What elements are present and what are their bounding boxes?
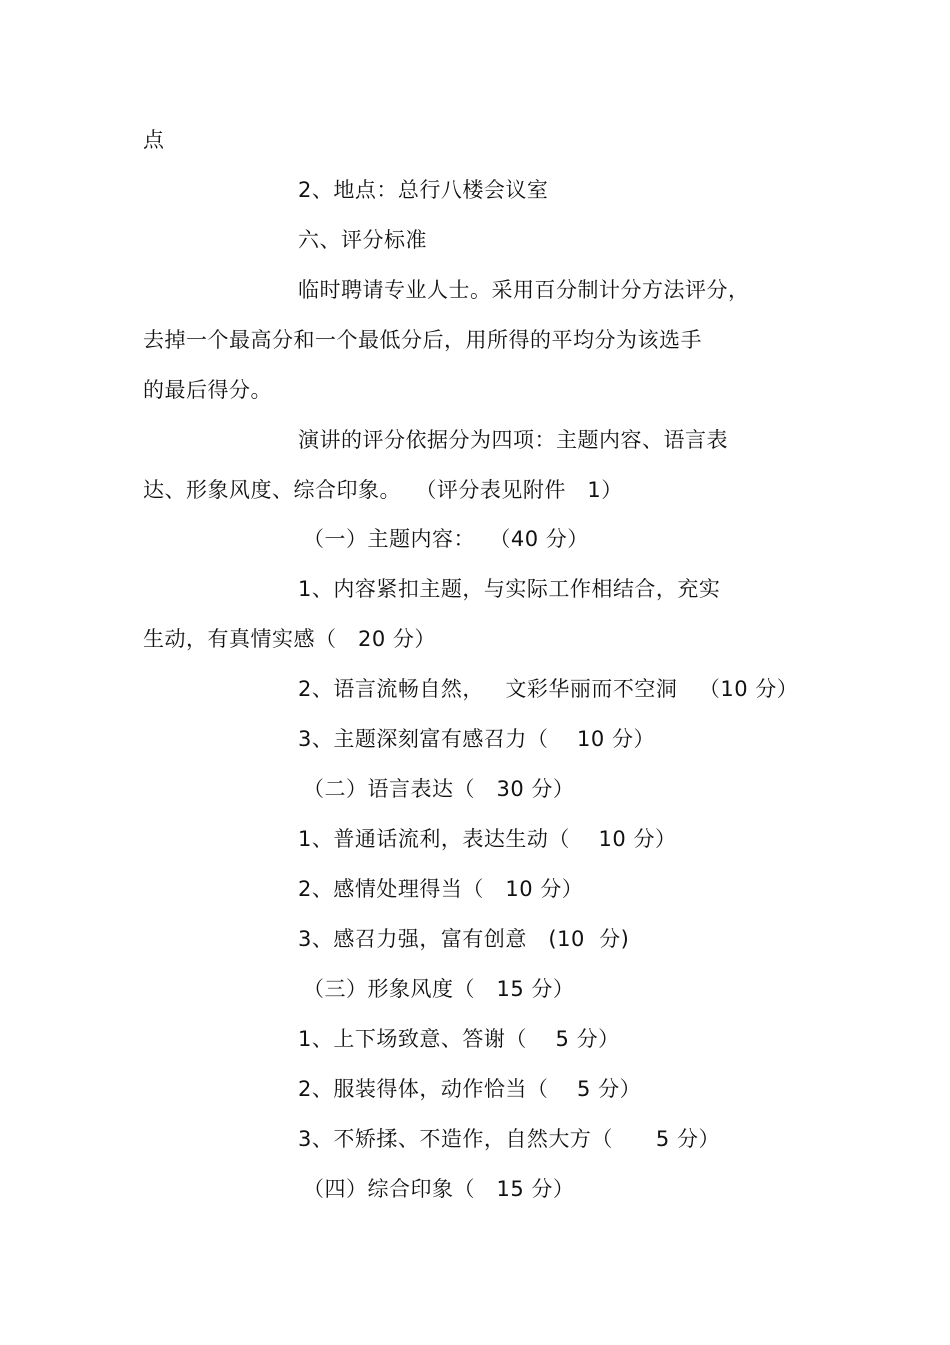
text-line-20: 2、服装得体，动作恰当（ 5 分） [298, 1077, 642, 1101]
text-line-12: 2、语言流畅自然， 文彩华丽而不空洞 （10 分） [298, 677, 799, 701]
text-line-7: 演讲的评分依据分为四项：主题内容、语言表 [298, 428, 728, 452]
text-line-19: 1、上下场致意、答谢（ 5 分） [298, 1027, 620, 1051]
text-line-16: 2、感情处理得当（ 10 分） [298, 877, 584, 901]
subheading-image: （三）形象风度（ 15 分） [303, 977, 575, 1001]
text-line-17: 3、感召力强，富有创意 (10 分) [298, 927, 630, 951]
text-line-1: 点 [143, 128, 165, 152]
text-line-15: 1、普通话流利，表达生动（ 10 分） [298, 827, 677, 851]
subheading-theme: （一）主题内容： （40 分） [303, 527, 589, 551]
text-line-5: 去掉一个最高分和一个最低分后，用所得的平均分为该选手 [143, 328, 702, 352]
text-line-2: 2、地点：总行八楼会议室 [298, 178, 549, 202]
text-line-4: 临时聘请专业人士。采用百分制计分方法评分， [298, 278, 750, 302]
text-line-10: 1、内容紧扣主题，与实际工作相结合，充实 [298, 577, 721, 601]
subheading-impression: （四）综合印象（ 15 分） [303, 1177, 575, 1201]
text-line-8: 达、形象风度、综合印象。 （评分表见附件 1） [143, 478, 623, 502]
text-line-6: 的最后得分。 [143, 378, 272, 402]
subheading-language: （二）语言表达（ 30 分） [303, 777, 575, 801]
text-line-13: 3、主题深刻富有感召力（ 10 分） [298, 727, 655, 751]
text-line-21: 3、不矫揉、不造作，自然大方（ 5 分） [298, 1127, 720, 1151]
section-heading-scoring: 六、评分标准 [298, 228, 427, 252]
text-line-11: 生动，有真情实感（ 20 分） [143, 627, 436, 651]
